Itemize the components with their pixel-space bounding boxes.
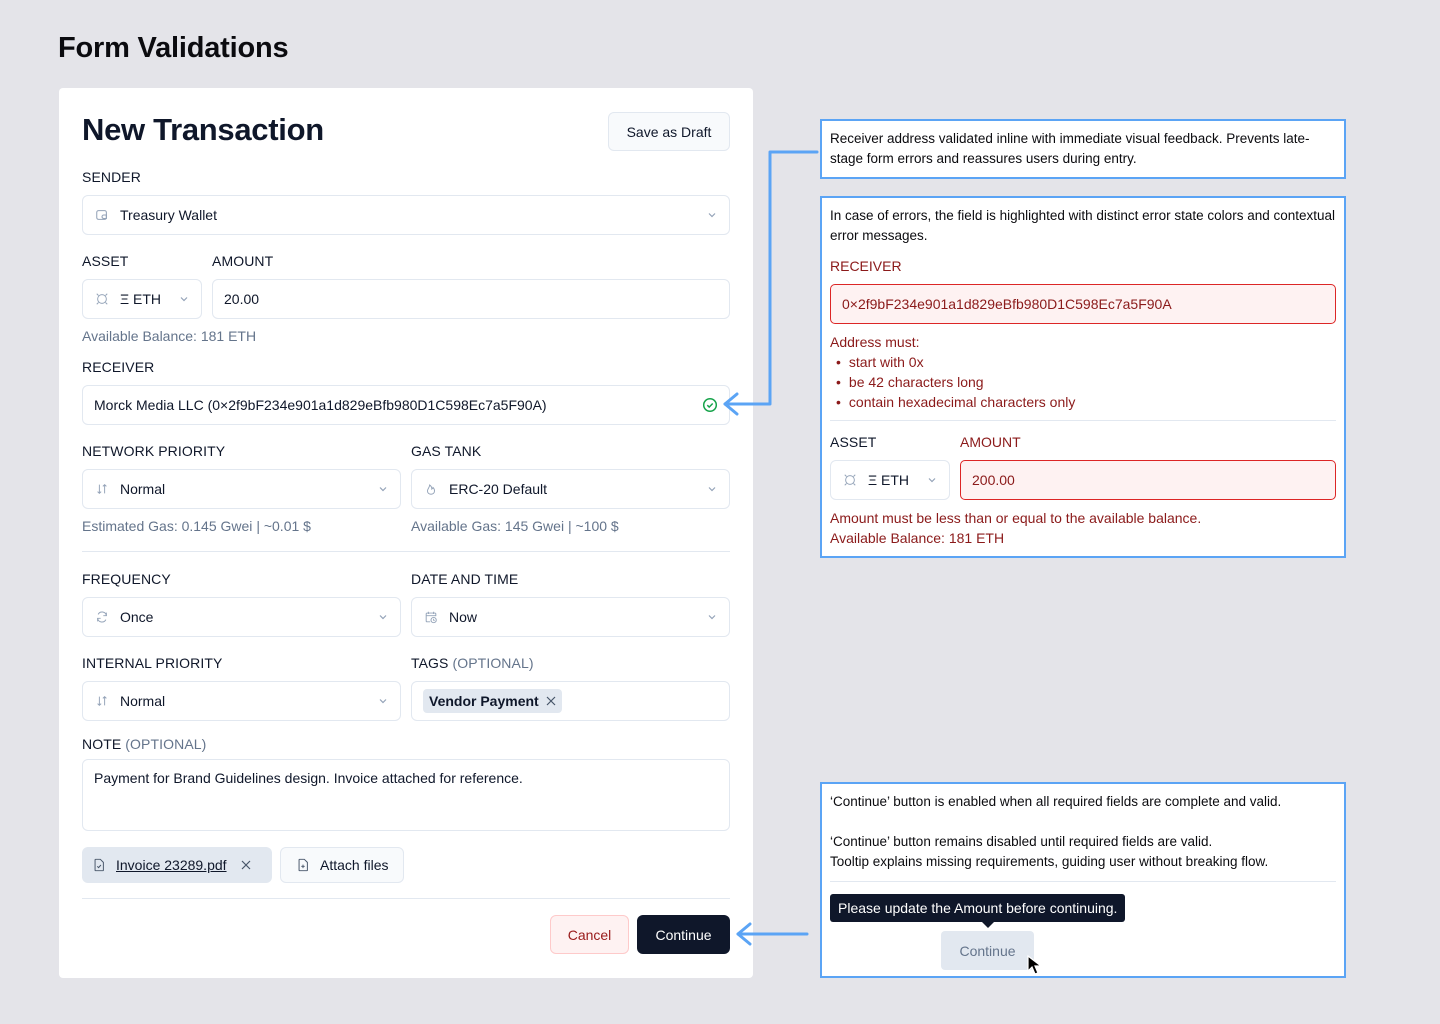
continue-tooltip: Please update the Amount before continuing. <box>830 894 1125 922</box>
frequency-value: Once <box>120 609 154 625</box>
receiver-value: Morck Media LLC (0×2f9bF234e901a1d829eBfb980D1C598Ec7a5F90A) <box>94 397 547 413</box>
error-amount-value: 200.00 <box>972 472 1015 488</box>
date-time-value: Now <box>449 609 478 625</box>
error-asset-select[interactable] <box>830 460 950 500</box>
attachment-name[interactable]: Invoice 23289.pdf <box>116 857 227 873</box>
address-rules-title: Address must: <box>830 334 920 350</box>
network-priority-value: Normal <box>120 481 166 497</box>
note-label-text: NOTE <box>82 736 122 752</box>
page-title: Form Validations <box>58 32 289 64</box>
form-title: New Transaction <box>82 112 324 147</box>
hint-separator: | <box>567 518 572 534</box>
error-receiver-label: RECEIVER <box>830 258 902 274</box>
hint-separator: | <box>256 518 260 534</box>
optional-marker: (OPTIONAL) <box>125 736 207 752</box>
address-rule: • be 42 characters long <box>836 372 1336 392</box>
internal-priority-label: INTERNAL PRIORITY <box>82 655 223 671</box>
tag-label: Vendor Payment <box>429 693 539 709</box>
receiver-label: RECEIVER <box>82 359 155 375</box>
attach-files-label: Attach files <box>320 857 389 873</box>
annotation-inline-validation <box>820 119 1346 179</box>
error-asset-value: Ξ ETH <box>868 472 909 488</box>
gas-tank-label: GAS TANK <box>411 443 482 459</box>
gas-tank-value: ERC-20 Default <box>449 481 548 497</box>
frequency-label: FREQUENCY <box>82 571 171 587</box>
date-time-label: DATE AND TIME <box>411 571 519 587</box>
estimated-gas-text: Estimated Gas: 0.145 Gwei <box>82 518 253 534</box>
asset-value: Ξ ETH <box>120 291 161 307</box>
asset-label: ASSET <box>82 253 129 269</box>
address-rules-list <box>830 352 1336 412</box>
annotation-continue-state <box>820 782 1346 978</box>
annotation-text: ‘Continue’ button remains disabled until required fields are valid. <box>830 834 1213 849</box>
coin-icon <box>842 472 858 488</box>
error-amount-label: AMOUNT <box>960 434 1021 450</box>
continue-button[interactable]: Continue <box>637 915 730 954</box>
annotation-divider <box>830 881 1336 882</box>
cursor-pointer-icon <box>1026 954 1048 976</box>
annotation-error-states <box>820 196 1346 558</box>
amount-error-balance: Available Balance: 181 ETH <box>830 530 1005 546</box>
error-amount-input[interactable] <box>960 460 1336 500</box>
chevron-down-icon <box>926 474 938 486</box>
optional-marker: (OPTIONAL) <box>452 655 534 671</box>
tags-label-text: TAGS <box>411 655 449 671</box>
available-cost-text: ~100 $ <box>575 518 619 534</box>
save-draft-button[interactable]: Save as Draft <box>608 112 730 151</box>
address-rule: • start with 0x <box>836 352 1336 372</box>
error-asset-label: ASSET <box>830 434 877 450</box>
amount-label: AMOUNT <box>212 253 274 269</box>
address-rule: • contain hexadecimal characters only <box>836 392 1336 412</box>
note-textarea[interactable]: Payment for Brand Guidelines design. Invoice attached for reference. <box>82 759 730 831</box>
amount-error-message: Amount must be less than or equal to the available balance. <box>830 510 1202 526</box>
error-receiver-input[interactable] <box>830 284 1336 324</box>
error-receiver-value: 0×2f9bF234e901a1d829eBfb980D1C598Ec7a5F90A <box>842 296 1172 312</box>
cancel-button[interactable]: Cancel <box>550 915 629 954</box>
available-gas-text: Available Gas: 145 Gwei <box>411 518 565 534</box>
annotation-text: In case of errors, the field is highlighted with distinct error state colors and contextual error messages. <box>830 208 1336 243</box>
sender-label: SENDER <box>82 169 141 185</box>
internal-priority-value: Normal <box>120 693 166 709</box>
sender-value: Treasury Wallet <box>120 207 217 223</box>
available-balance-hint: Available Balance: 181 ETH <box>82 328 257 344</box>
network-priority-label: NETWORK PRIORITY <box>82 443 226 459</box>
continue-button-disabled[interactable]: Continue <box>941 931 1034 970</box>
amount-value: 20.00 <box>224 291 260 307</box>
annotation-divider <box>830 420 1336 421</box>
annotation-text: Tooltip explains missing requirements, guiding user without breaking flow. <box>830 854 1269 869</box>
estimated-cost-text: ~0.01 $ <box>263 518 311 534</box>
annotation-text: ‘Continue’ button is enabled when all required fields are complete and valid. <box>830 794 1282 809</box>
annotation-text: Receiver address validated inline with immediate visual feedback. Prevents late-stage form errors and reassures users during entry. <box>830 131 1310 166</box>
